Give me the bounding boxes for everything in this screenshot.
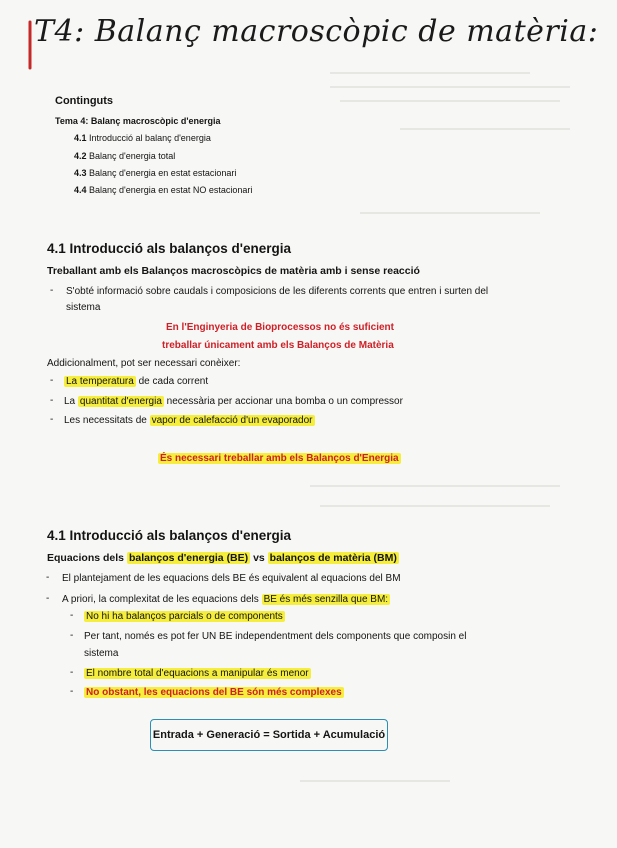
bullet-dash: - [46, 593, 50, 604]
bullet-dash: - [70, 667, 74, 678]
bullet-dash: - [46, 572, 50, 583]
bleed-through [310, 485, 560, 487]
section1-bullet2: La temperatura de cada corrent [66, 376, 209, 387]
bullet-dash: - [50, 414, 54, 425]
section2-bullet1: El plantejament de les equacions dels BE és equivalent al equacions del BM [62, 573, 401, 584]
bleed-through [330, 86, 570, 88]
bullet-dash: - [50, 375, 54, 386]
contents-item: 4.3 Balanç d'energia en estat estacionari [74, 168, 237, 178]
section1-title: 4.1 Introducció als balanços d'energia [47, 241, 292, 256]
bullet-dash: - [70, 610, 74, 621]
contents-item: 4.2 Balanç d'energia total [74, 151, 176, 161]
bleed-through [330, 72, 530, 74]
section2-sub1: No hi ha balanços parcials o de components [86, 611, 283, 622]
section2-bullet2: A priori, la complexitat de les equacions dels BE és més senzilla que BM: [62, 594, 389, 605]
bullet-dash: - [50, 395, 54, 406]
section2-sub3: El nombre total d'equacions a manipular és menor [86, 668, 309, 679]
contents-heading: Continguts [55, 95, 114, 107]
section1-bullet3: La quantitat d'energia necessària per accionar una bomba o un compressor [64, 396, 403, 407]
bleed-through [360, 212, 540, 214]
bullet-dash: - [70, 630, 74, 641]
bleed-through [300, 780, 450, 782]
contents-topic: Tema 4: Balanç macroscòpic d'energia [55, 116, 221, 126]
section2-sub4: No obstant, les equacions del BE són més complexes [86, 687, 342, 698]
section2-title: 4.1 Introducció als balanços d'energia [47, 528, 292, 543]
bullet-dash: - [50, 285, 54, 296]
red-note-line2: treballar únicament amb els Balanços de Matèria [162, 340, 394, 351]
section2-sub2-cont: sistema [84, 648, 119, 659]
section1-bullet4: Les necessitats de vapor de calefacció d'un evaporador [64, 415, 313, 426]
conclusion-line: És necessari treballar amb els Balanços d'Energia [160, 453, 399, 464]
bleed-through [320, 505, 550, 507]
section2-sub2: Per tant, només es pot fer UN BE independentment dels components que composin el [84, 631, 467, 642]
section1-bullet1-cont: sistema [66, 302, 101, 313]
energy-balance-equation: Entrada + Generació = Sortida + Acumulació [150, 719, 388, 751]
section1-bullet1: S'obté informació sobre caudals i composicions de les diferents corrents que entren i surten del [66, 286, 489, 297]
bleed-through [340, 100, 560, 102]
red-note-line1: En l'Enginyeria de Bioprocessos no és suficient [166, 322, 394, 333]
section1-subtitle: Treballant amb els Balanços macroscòpics de matèria amb i sense reacció [47, 265, 420, 277]
contents-item: 4.1 Introducció al balanç d'energia [74, 133, 211, 143]
section2-subtitle: Equacions dels balanços d'energia (BE) vs balanços de matèria (BM) [47, 552, 397, 564]
additional-text: Addicionalment, pot ser necessari conèixer: [47, 358, 241, 369]
handwritten-title: T4: Balanç macroscòpic de matèria: [34, 14, 599, 49]
bleed-through [400, 128, 570, 130]
bullet-dash: - [70, 686, 74, 697]
contents-item: 4.4 Balanç d'energia en estat NO estacionari [74, 185, 253, 195]
